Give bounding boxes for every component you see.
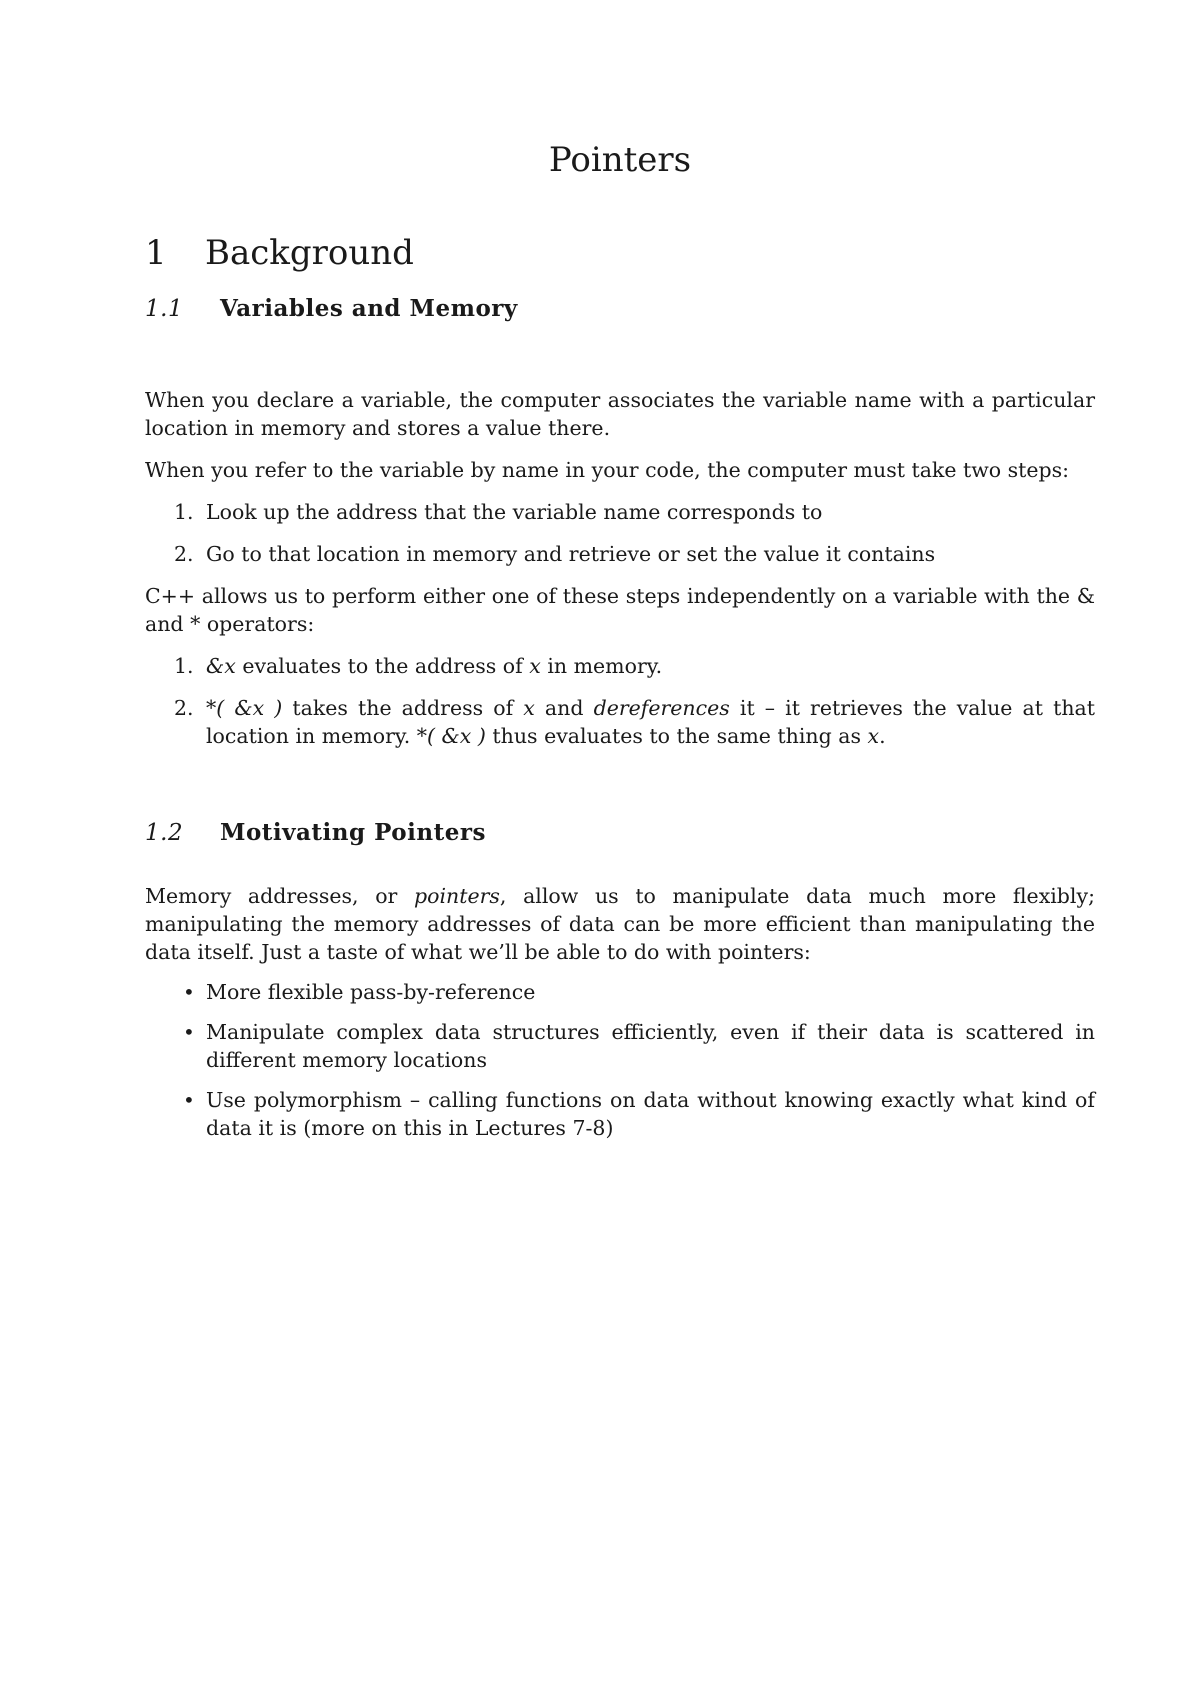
- subsection-number: 1.1: [145, 296, 184, 322]
- bullet-icon: •: [183, 1020, 195, 1044]
- term-dereferences: dereferences: [593, 696, 730, 720]
- variable-name: x: [529, 654, 541, 678]
- list-marker: 1.: [174, 654, 194, 678]
- list-item-text: and: [534, 696, 594, 720]
- list-item-text: takes the address of: [282, 696, 524, 720]
- paragraph-declare-variable: When you declare a variable, the computer associates the variable name with a particular location in memory and stores a value there.: [145, 388, 1095, 440]
- paragraph-memory-addresses: [145, 882, 1095, 966]
- list-item: [145, 540, 1095, 568]
- list-item-text: thus evaluates to the same thing as: [485, 724, 868, 748]
- variable-name: x: [523, 696, 535, 720]
- list-marker: 2.: [174, 696, 194, 720]
- list-marker: 2.: [174, 542, 194, 566]
- pointer-uses-list: [145, 978, 1095, 1142]
- list-item-text: Manipulate complex data structures efficiently, even if their data is scattered in different memory locations: [206, 1020, 1095, 1072]
- steps-list: [145, 498, 1095, 568]
- list-item: [145, 652, 1095, 680]
- variable-name: x: [867, 724, 880, 748]
- paragraph-text: , allow us to manipulate data much more flexibly; manipulating the memory addresses of data can be more efficient than manipulating the data itself. Just a taste of what we’ll be able to do with pointers:: [145, 884, 1095, 964]
- bullet-icon: •: [183, 980, 195, 1004]
- subsection-heading-variables-and-memory: [145, 294, 518, 324]
- list-item-text: .: [879, 724, 886, 748]
- subsection-number: 1.2: [145, 820, 184, 846]
- subsection-body-variables-and-memory: [145, 386, 1095, 750]
- list-item-text: it – it retrieves the value at that location in memory.: [206, 696, 1095, 748]
- list-item-text: Go to that location in memory and retrieve or set the value it contains: [206, 542, 936, 566]
- section-title: Background: [205, 233, 414, 273]
- list-marker: 1.: [174, 500, 194, 524]
- document-title: Pointers: [548, 140, 692, 180]
- list-item: [145, 694, 1095, 750]
- list-item-text: evaluates to the address of: [235, 654, 530, 678]
- list-item: [145, 1086, 1095, 1142]
- code-expression: *( &x ): [206, 696, 283, 720]
- subsection-title: Motivating Pointers: [220, 819, 486, 846]
- list-item-text: More flexible pass-by-reference: [206, 980, 536, 1004]
- list-item: [145, 1018, 1095, 1074]
- subsection-body-motivating-pointers: [145, 882, 1095, 1142]
- paragraph-two-steps: When you refer to the variable by name in your code, the computer must take two steps:: [145, 458, 1070, 482]
- list-item: [145, 978, 1095, 1006]
- code-expression: &x: [206, 654, 236, 678]
- term-pointers: pointers: [413, 884, 500, 908]
- code-expression: *( &x ): [416, 724, 486, 748]
- list-item: [145, 498, 1095, 526]
- section-number: 1: [145, 233, 167, 273]
- paragraph-operators: C++ allows us to perform either one of these steps independently on a variable with the & and * operators:: [145, 584, 1095, 636]
- subsection-title: Variables and Memory: [220, 295, 518, 322]
- list-item-text: Look up the address that the variable name corresponds to: [206, 500, 823, 524]
- list-item-text: Use polymorphism – calling functions on data without knowing exactly what kind of data it is (more on this in Lectures 7-8): [206, 1088, 1095, 1140]
- list-item-text: in memory.: [540, 654, 663, 678]
- operators-list: [145, 652, 1095, 750]
- section-heading-background: [145, 233, 414, 273]
- subsection-heading-motivating-pointers: [145, 818, 486, 848]
- bullet-icon: •: [183, 1088, 195, 1112]
- paragraph-text: Memory addresses, or: [145, 884, 414, 908]
